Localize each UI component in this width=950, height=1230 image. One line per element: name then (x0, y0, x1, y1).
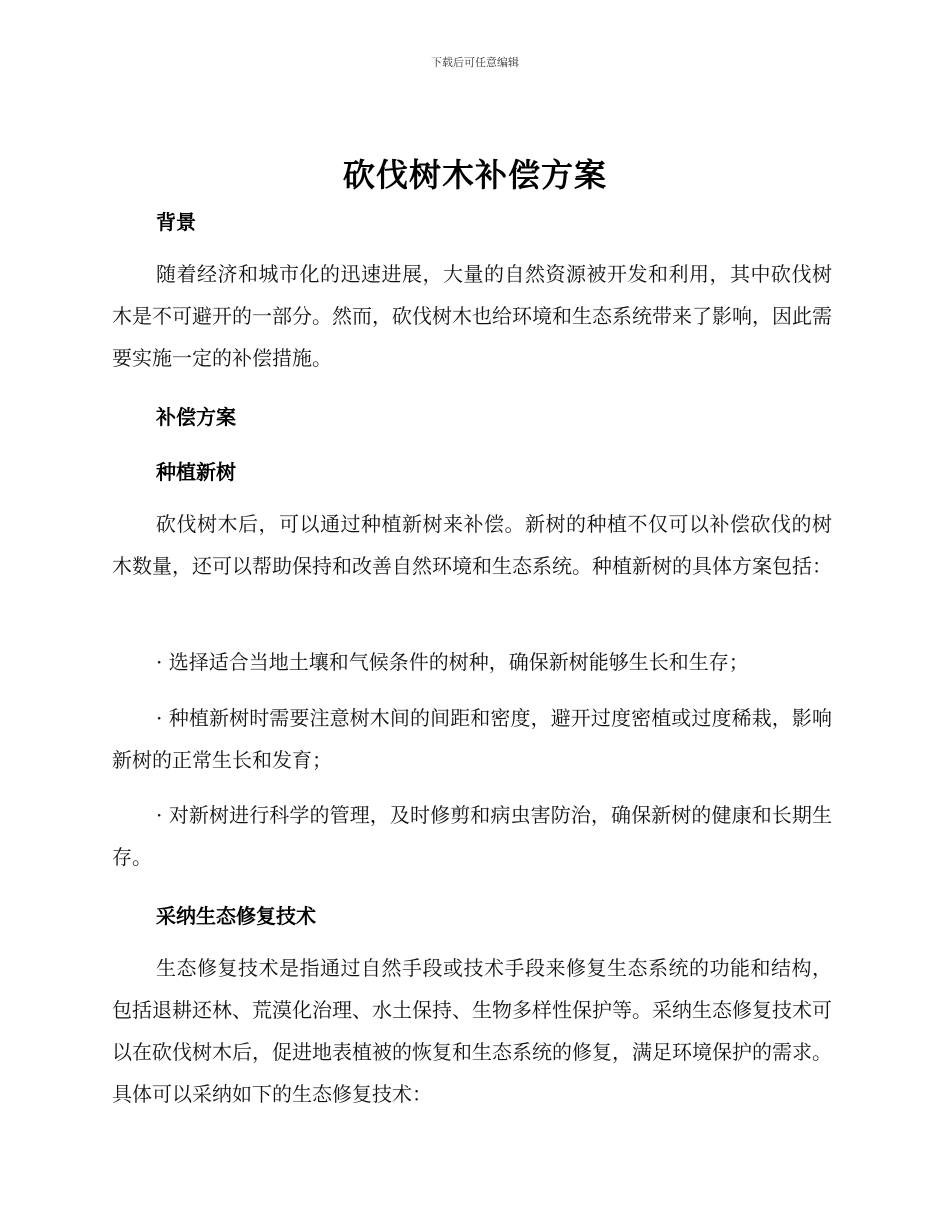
ecology-paragraph: 生态修复技术是指通过自然手段或技术手段来修复生态系统的功能和结构，包括退耕还林、荒漠化治理、水土保持、生物多样性保护等。采纳生态修复技术可以在砍伐树木后，促进地表植被的恢复和生态系统的修复，满足环境保护的需求。具体可以采纳如下的生态修复技术： (112, 956, 832, 1106)
section-heading-background: 背景 (156, 210, 196, 234)
planting-paragraph: 砍伐树木后，可以通过种植新树来补偿。新树的种植不仅可以补偿砍伐的树木数量，还可以帮助保持和改善自然环境和生态系统。种植新树的具体方案包括： (112, 512, 832, 578)
section-heading-plan: 补偿方案 (156, 405, 236, 429)
background-paragraph: 随着经济和城市化的迅速进展，大量的自然资源被开发和利用，其中砍伐树木是不可避开的一部分。然而，砍伐树木也给环境和生态系统带来了影响，因此需要实施一定的补偿措施。 (112, 262, 832, 370)
section-heading-planting: 种植新树 (156, 460, 236, 484)
planting-bullet-item: · 选择适合当地土壤和气候条件的树种，确保新树能够生长和生存； (156, 650, 749, 674)
planting-bullet-item: · 种植新树时需要注意树木间的间距和密度，避开过度密植或过度稀栽，影响新树的正常生长和发育； (112, 706, 832, 772)
page-header-note: 下载后可任意编辑 (431, 56, 519, 69)
document-title: 砍伐树木补偿方案 (342, 156, 607, 194)
section-heading-ecology: 采纳生态修复技术 (156, 904, 316, 928)
planting-bullet-item: · 对新树进行科学的管理，及时修剪和病虫害防治，确保新树的健康和长期生存。 (112, 803, 832, 869)
